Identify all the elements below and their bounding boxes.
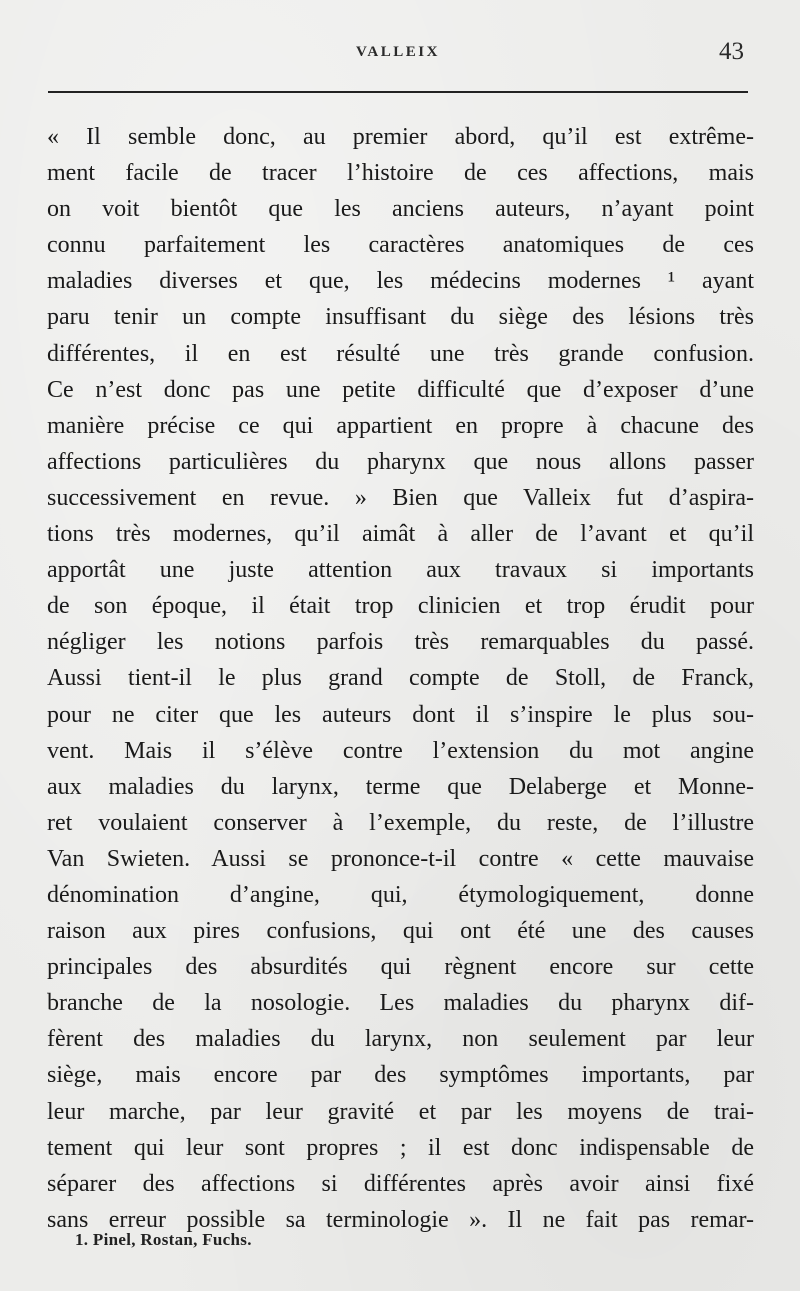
text-line: différentes, il en est résulté une très grande confusion. <box>47 340 754 367</box>
text-line: vent. Mais il s’élève contre l’extension du mot angine <box>47 737 754 764</box>
header-rule <box>48 91 748 93</box>
text-line: maladies diverses et que, les médecins modernes ¹ ayant <box>47 268 754 295</box>
text-line: dénomination d’angine, qui, étymologiquement, donne <box>47 881 754 908</box>
text-line: aux maladies du larynx, terme que Delaberge et Monne- <box>47 773 754 800</box>
text-line: tions très modernes, qu’il aimât à aller de l’avant et qu’il <box>47 521 754 548</box>
running-head: VALLEIX <box>356 44 440 60</box>
text-line: manière précise ce qui appartient en propre à chacune des <box>47 412 754 439</box>
text-line: fèrent des maladies du larynx, non seulement par leur <box>47 1026 754 1053</box>
text-line: paru tenir un compte insuffisant du siège des lésions très <box>47 304 754 331</box>
text-line: négliger les notions parfois très remarquables du passé. <box>47 629 754 656</box>
text-line: apportât une juste attention aux travaux si importants <box>47 557 754 584</box>
page-header <box>48 38 748 72</box>
text-line: « Il semble donc, au premier abord, qu’il est extrême- <box>47 124 754 150</box>
text-line: pour ne citer que les auteurs dont il s’inspire le plus sou- <box>47 701 754 728</box>
text-line: ret voulaient conserver à l’exemple, du reste, de l’illustre <box>47 809 754 836</box>
text-line: de son époque, il était trop clinicien et trop érudit pour <box>47 593 754 620</box>
text-line: sans erreur possible sa terminologie ». Il ne fait pas remar- <box>47 1206 754 1233</box>
text-line: siège, mais encore par des symptômes importants, par <box>47 1062 754 1089</box>
text-line: ment facile de tracer l’histoire de ces affections, mais <box>47 160 754 187</box>
text-line: Ce n’est donc pas une petite difficulté que d’exposer d’une <box>47 376 754 403</box>
text-line: connu parfaitement les caractères anatomiques de ces <box>47 232 754 259</box>
text-line: séparer des affections si différentes après avoir ainsi fixé <box>47 1170 754 1197</box>
text-line: affections particulières du pharynx que nous allons passer <box>47 448 754 475</box>
text-line: branche de la nosologie. Les maladies du pharynx dif- <box>47 990 754 1017</box>
text-line: tement qui leur sont propres ; il est donc indispensable de <box>47 1134 754 1161</box>
page-number: 43 <box>719 38 744 65</box>
text-line: principales des absurdités qui règnent encore sur cette <box>47 954 754 981</box>
body-text <box>47 119 754 1238</box>
footnote: 1. Pinel, Rostan, Fuchs. <box>75 1230 252 1249</box>
text-line: raison aux pires confusions, qui ont été une des causes <box>47 918 754 945</box>
text-line: successivement en revue. » Bien que Valleix fut d’aspira- <box>47 484 754 511</box>
text-line: Aussi tient-il le plus grand compte de Stoll, de Franck, <box>47 665 754 692</box>
text-line: Van Swieten. Aussi se prononce-t-il contre « cette mauvaise <box>47 845 754 872</box>
text-line: on voit bientôt que les anciens auteurs, n’ayant point <box>47 196 754 223</box>
text-line: leur marche, par leur gravité et par les moyens de trai- <box>47 1098 754 1125</box>
